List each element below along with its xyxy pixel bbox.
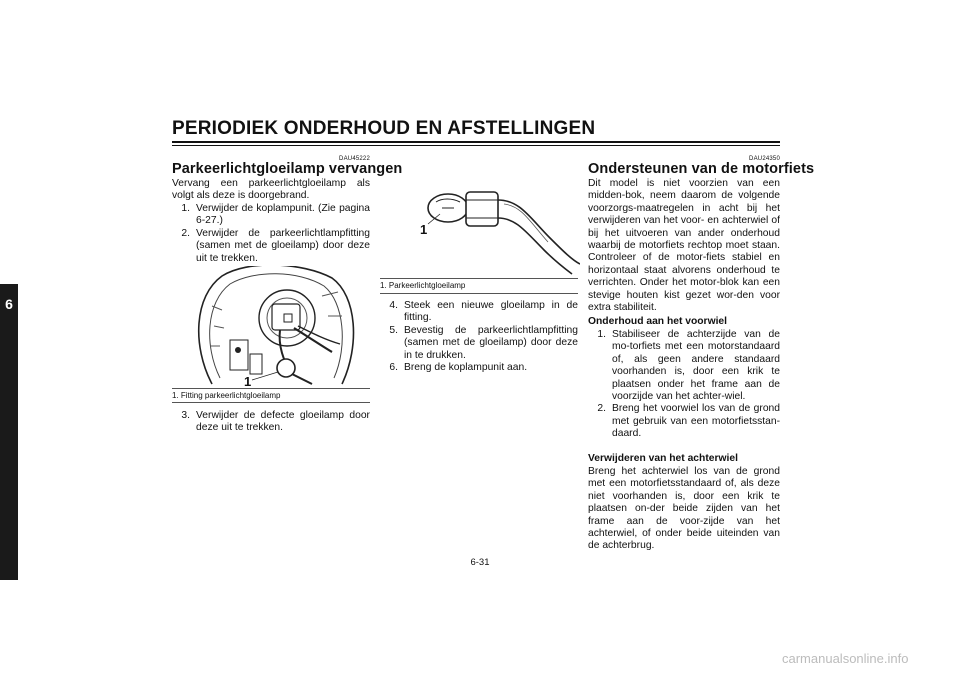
chapter-tab-number: 6 [5,296,13,312]
header-rule-thin [172,145,780,146]
figure-callout: 1 [420,222,428,237]
section-intro: Vervang een parkeerlichtgloeilamp als volgt als deze is doorgebrand. [172,178,370,202]
list-item: 2. Verwijder de parkeerlichtlampfitting (samen met de gloeilamp) door deze uit te trekken. [181,227,370,264]
list-item: 2. Breng het voorwiel los van de grond met gebruik van een motorfietsstan-daard. [597,403,780,440]
bulb-socket-figure [380,178,580,278]
section-heading: Ondersteunen van de motorfiets [588,161,815,177]
headlight-assembly-figure [192,266,358,386]
list-item: 1. Verwijder de koplampunit. (Zie pagina 6-27.) [181,203,370,227]
caption-divider [172,388,370,389]
caption-divider [380,278,578,279]
watermark: carmanualsonline.info [782,651,909,666]
subheading: Onderhoud aan het voorwiel [588,316,728,327]
page-title: PERIODIEK ONDERHOUD EN AFSTELLINGEN [172,118,596,139]
figure-caption: 1. Fitting parkeerlichtgloeilamp [172,391,281,400]
steps-list [380,300,578,374]
list-item: 6. Breng de koplampunit aan. [389,362,528,374]
steps-list [172,410,370,435]
caption-divider [172,402,370,403]
figure-callout: 1 [244,374,252,386]
steps-list [172,203,370,265]
steps-list [588,329,780,441]
section-paragraph: Breng het achterwiel los van de grond met een motorfietsstandaard of, als deze niet voorhanden is, door een krik te plaatsen on-der beide zijden van het frame aan de voor-zijde van het achterwiel, of onder beide uiteinden van de achterbrug. [588,466,780,552]
section-intro: Dit model is niet voorzien van een midden-bok, neem daarom de volgende voorzorgs-maatregelen in acht bij het verwijderen van het voor- en achterwiel of bij het uitvoeren van ander onderhoud waarbij de motorfiets rechtop moet staan. Controleer of de motor-fiets stabiel en horizontaal staat alvorens onderhoud te verrichten. Onder het motor-blok kan een stevige houten kist gezet wor-den voor extra stabiliteit. [588,178,780,314]
subheading: Verwijderen van het achterwiel [588,453,738,464]
list-item: 3. Verwijder de defecte gloeilamp door deze uit te trekken. [181,410,370,434]
figure-caption: 1. Parkeerlichtgloeilamp [380,281,466,290]
list-item: 1. Stabiliseer de achterzijde van de mo-torfiets met een motorstandaard of, als geen andere standaard voorhanden is, door een krik te plaatsen onder het frame aan de voorzijde van het achter-wiel. [597,329,780,403]
chapter-tab [0,284,18,580]
header-rule [172,141,780,143]
page-number: 6-31 [470,557,490,568]
caption-divider [380,293,578,294]
list-item: 4. Steek een nieuwe gloeilamp in de fitting. [389,300,578,324]
list-item: 5. Bevestig de parkeerlichtlampfitting (samen met de gloeilamp) door deze in te drukken. [389,324,578,361]
section-code: DAU24350 [749,156,780,162]
section-code: DAU45222 [339,156,370,162]
section-heading: Parkeerlichtgloeilamp vervangen [172,161,403,177]
